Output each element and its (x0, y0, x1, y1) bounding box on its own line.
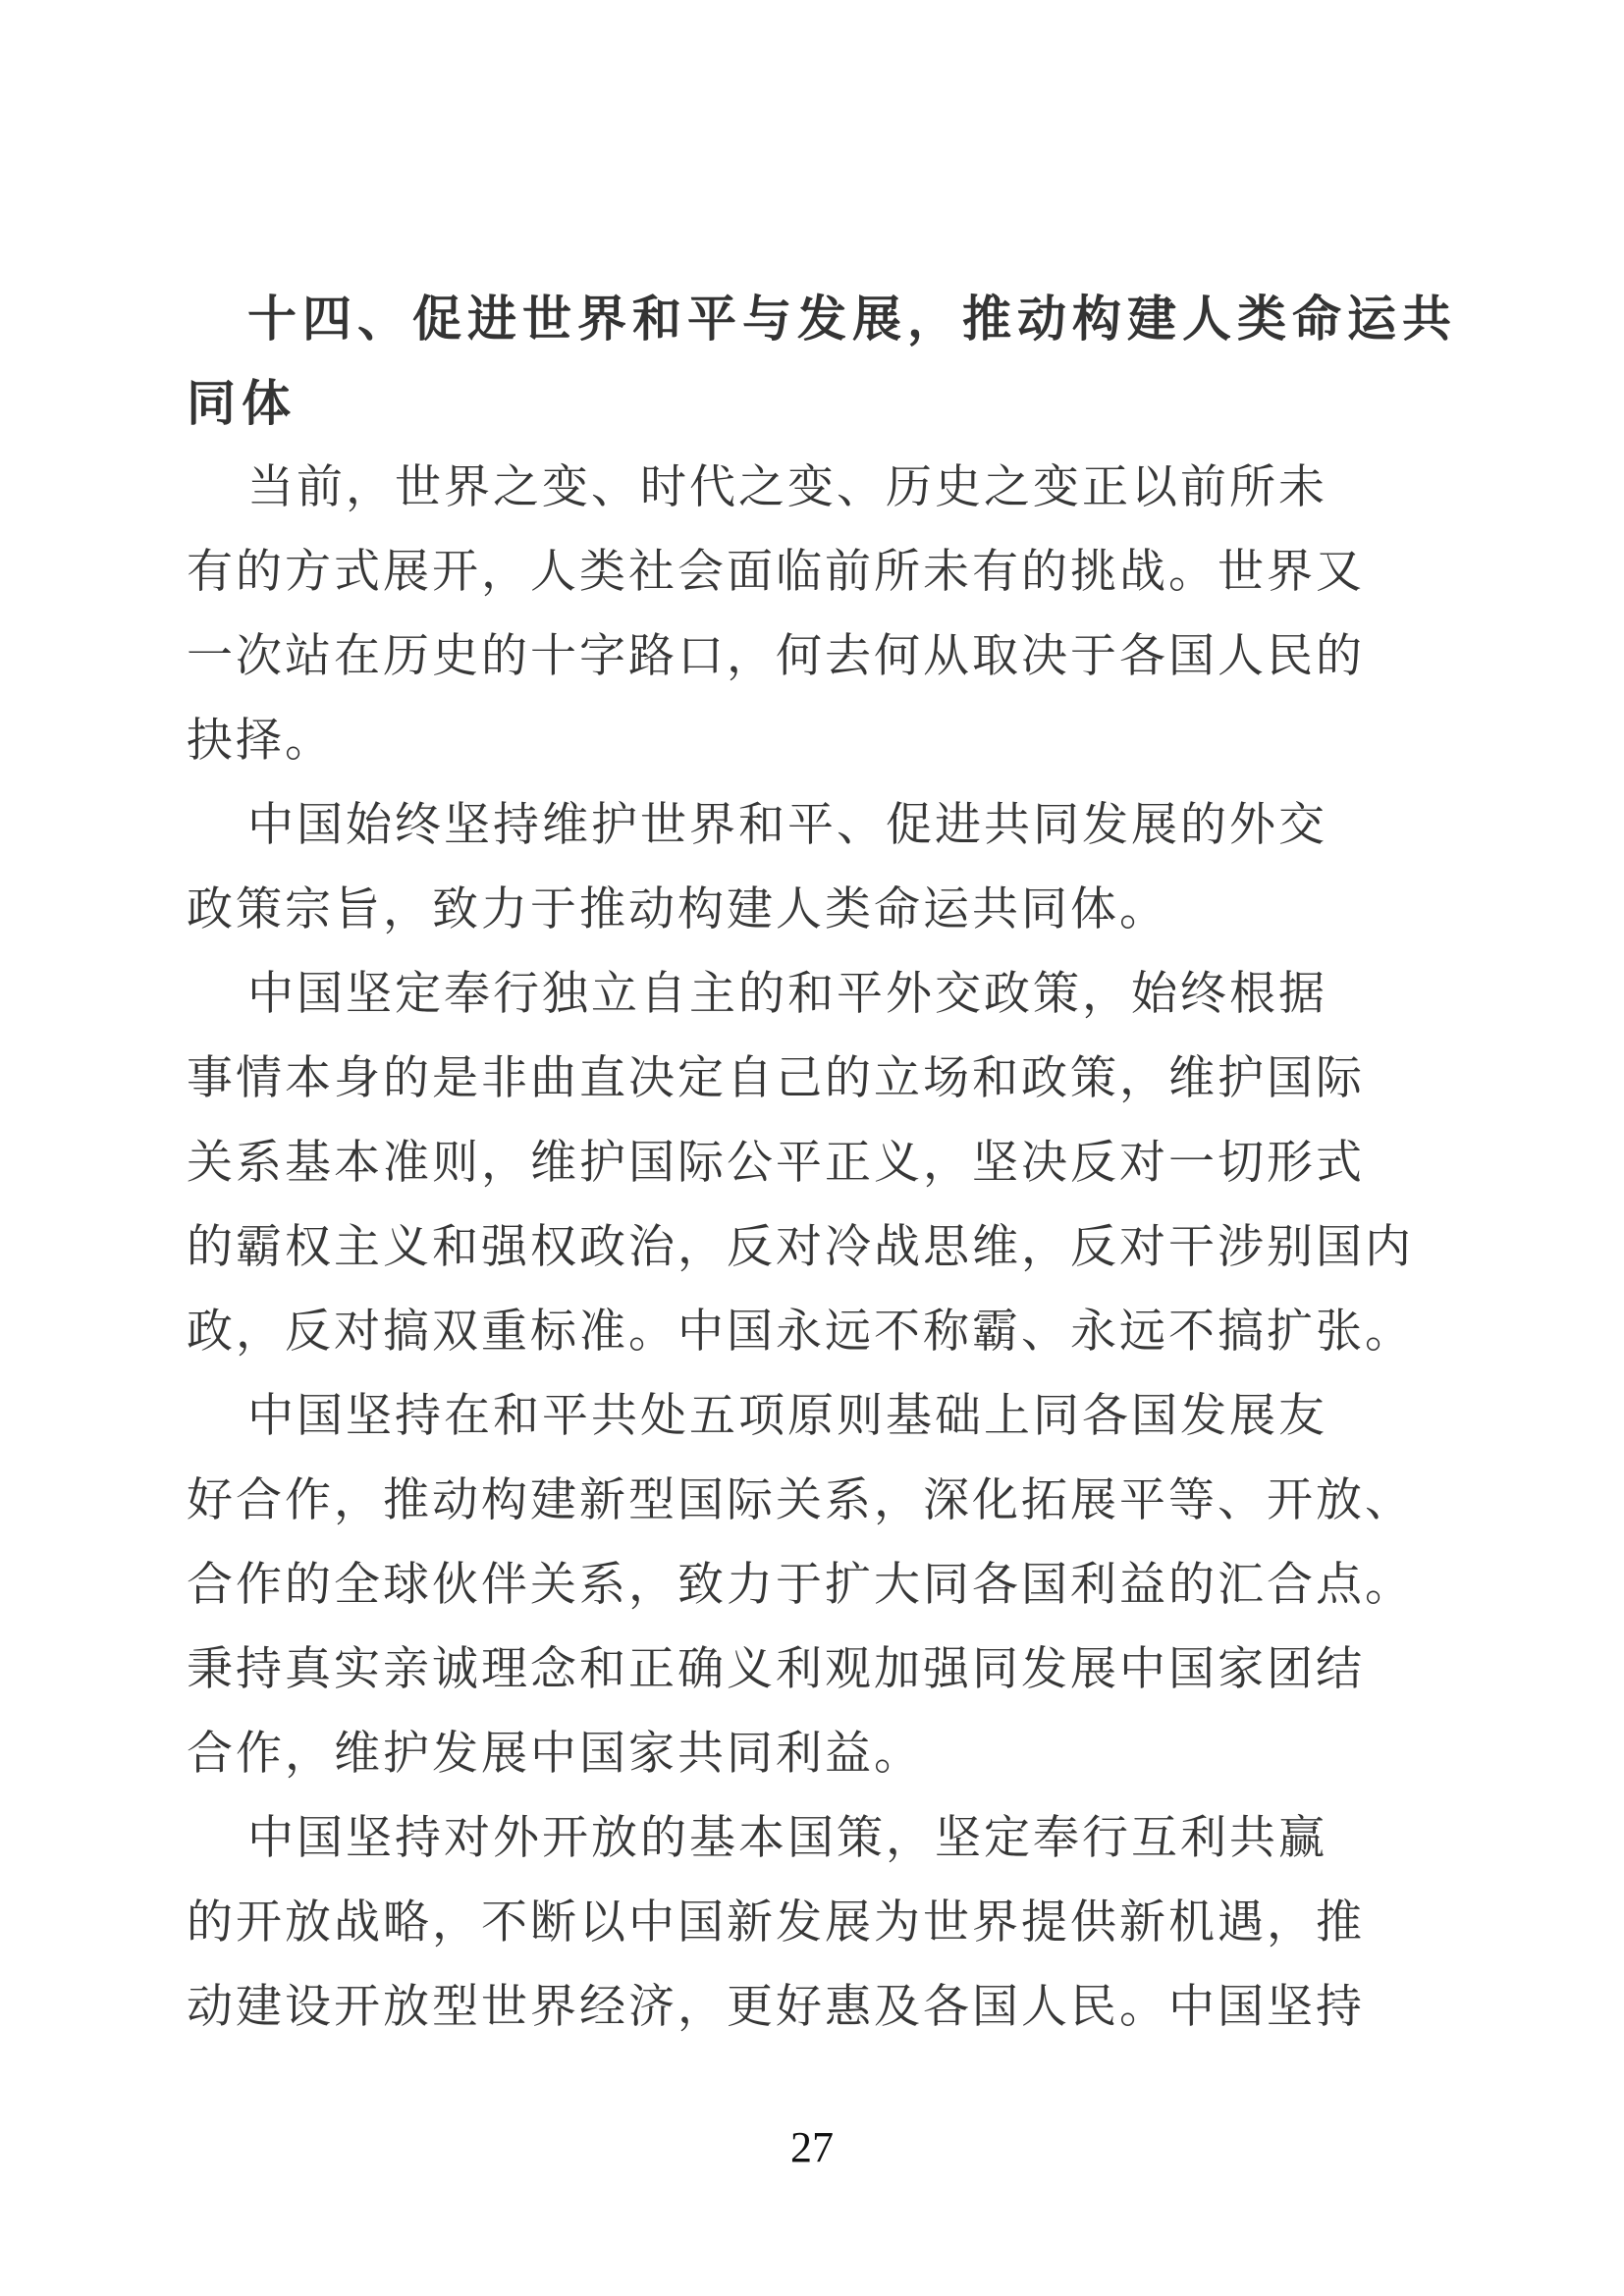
body-paragraphs (187, 446, 1434, 2050)
body-line: 政策宗旨，致力于推动构建人类命运共同体。 (187, 884, 1168, 935)
body-line: 好合作，推动构建新型国际关系，深化拓展平等、开放、 (187, 1475, 1414, 1526)
body-line: 合作，维护发展中国家共同利益。 (187, 1729, 923, 1780)
body-line: 有的方式展开，人类社会面临前所未有的挑战。世界又 (187, 547, 1365, 598)
body-line: 动建设开放型世界经济，更好惠及各国人民。中国坚持 (187, 1982, 1365, 2033)
paragraph-5 (187, 1796, 1434, 2050)
body-line: 中国坚持在和平共处五项原则基础上同各国发展友 (247, 1391, 1327, 1442)
body-line: 中国坚定奉行独立自主的和平外交政策，始终根据 (247, 969, 1327, 1020)
body-line: 中国始终坚持维护世界和平、促进共同发展的外交 (247, 800, 1327, 851)
section-heading (187, 277, 1457, 446)
body-line: 合作的全球伙伴关系，致力于扩大同各国利益的汇合点。 (187, 1560, 1414, 1611)
body-line: 事情本身的是非曲直决定自己的立场和政策，维护国际 (187, 1053, 1365, 1104)
text-block (187, 277, 1457, 2050)
body-line: 的开放战略，不断以中国新发展为世界提供新机遇，推 (187, 1897, 1365, 1949)
paragraph-4 (187, 1374, 1434, 1796)
body-line: 政，反对搞双重标准。中国永远不称霸、永远不搞扩张。 (187, 1307, 1414, 1358)
paragraph-2 (187, 783, 1434, 952)
body-line: 关系基本准则，维护国际公平正义，坚决反对一切形式 (187, 1138, 1365, 1189)
paragraph-3 (187, 952, 1434, 1374)
body-line: 中国坚持对外开放的基本国策，坚定奉行互利共赢 (247, 1813, 1327, 1864)
page-number: 27 (790, 2123, 834, 2171)
body-line: 一次站在历史的十字路口，何去何从取决于各国人民的 (187, 631, 1365, 682)
body-line: 当前，世界之变、时代之变、历史之变正以前所未 (247, 462, 1327, 513)
body-line: 抉择。 (187, 716, 334, 767)
heading-line: 同体 (187, 376, 297, 431)
body-line: 的霸权主义和强权政治，反对冷战思维，反对干涉别国内 (187, 1222, 1414, 1273)
paragraph-1 (187, 446, 1434, 783)
heading-line: 十四、促进世界和平与发展，推动构建人类命运共 (247, 292, 1457, 347)
body-line: 秉持真实亲诚理念和正确义利观加强同发展中国家团结 (187, 1644, 1365, 1695)
